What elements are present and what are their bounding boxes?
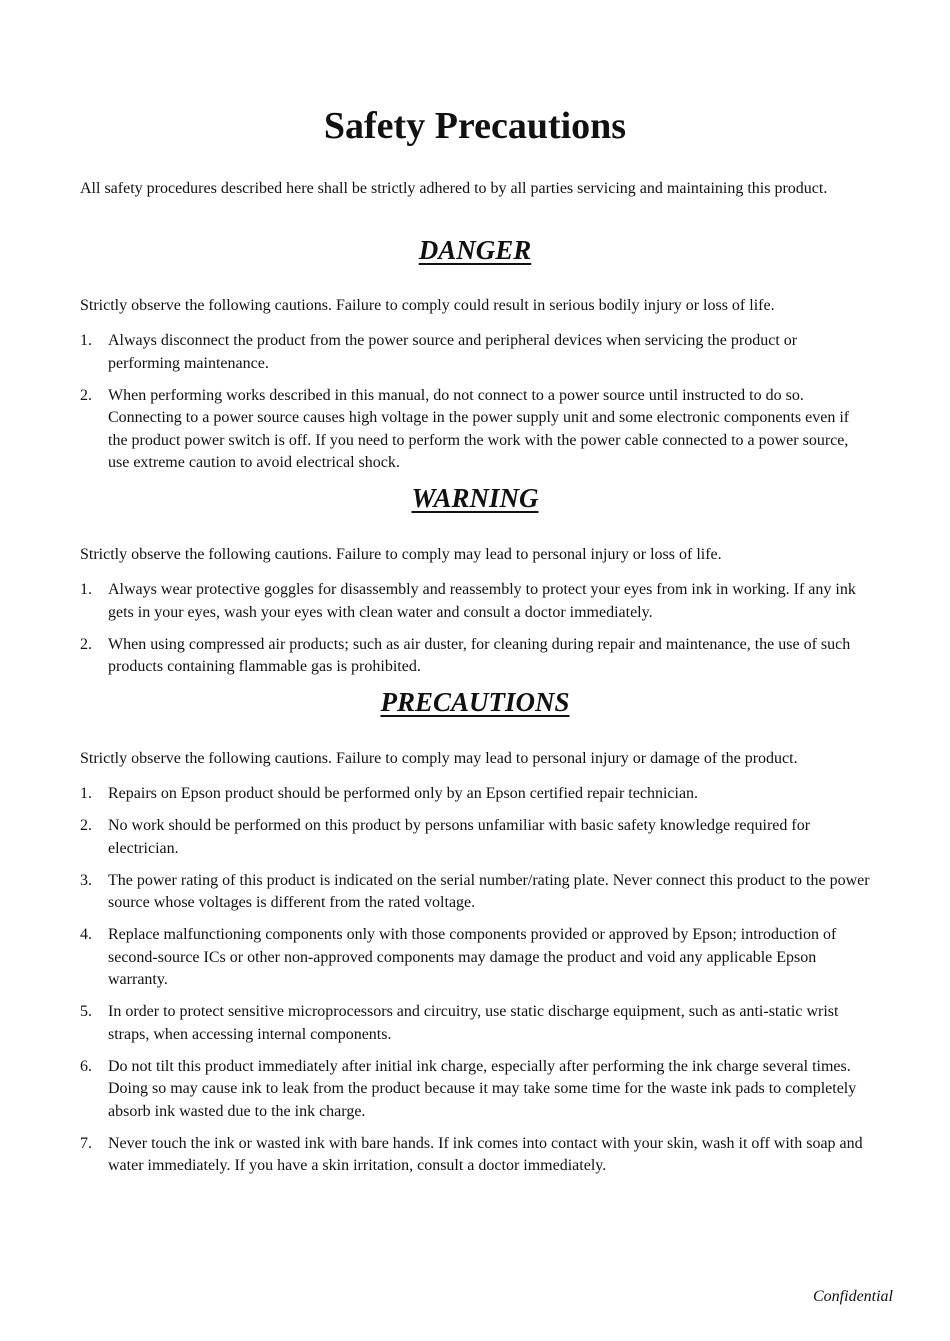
list-item [80, 330, 870, 375]
item-number: 6. [80, 1057, 92, 1075]
item-text: The power rating of this product is indicated on the serial number/rating plate. Never connect this product to the power source whose voltages is different from the rated voltage. [108, 871, 870, 911]
danger-lead: Strictly observe the following cautions. Failure to comply could result in serious bodily injury or loss of life. [80, 297, 775, 314]
item-text: Do not tilt this product immediately after initial ink charge, especially after performing the ink charge several times. Doing so may cause ink to leak from the product because it may take some time for the waste ink pads to completely absorb ink wasted due to the ink charge. [108, 1057, 857, 1120]
item-text: When performing works described in this manual, do not connect to a power source until instructed to do so. Connecting to a power source causes high voltage in the power supply unit and some electronic components even if the product power switch is off. If you need to perform the work with the power cable connected to a power source, use extreme caution to avoid electrical shock. [108, 386, 850, 471]
item-number: 5. [80, 1003, 92, 1020]
item-text: Always disconnect the product from the power source and peripheral devices when servicing the product or performing maintenance. [108, 332, 798, 372]
item-text: When using compressed air products; such as air duster, for cleaning during repair and maintenance, the use of such products containing flammable gas is prohibited. [108, 635, 851, 675]
list-item [80, 924, 870, 992]
item-number: 7. [80, 1134, 92, 1152]
intro-paragraph: All safety procedures described here shall be strictly adhered to by all parties servicing and maintaining this product. [80, 180, 828, 197]
item-number: 1. [80, 785, 92, 802]
list-item [80, 870, 870, 915]
danger-heading: DANGER [418, 235, 532, 265]
precautions-lead: Strictly observe the following cautions. Failure to comply may lead to personal injury or damage of the product. [80, 750, 798, 767]
item-number: 1. [80, 581, 92, 598]
warning-list [80, 579, 870, 688]
item-text: Always wear protective goggles for disassembly and reassembly to protect your eyes from ink in working. If any ink gets in your eyes, wash your eyes with clean water and consult a doctor immediately. [108, 581, 856, 621]
item-number: 2. [80, 817, 92, 834]
item-number: 4. [80, 926, 92, 943]
item-text: Replace malfunctioning components only with those components provided or approved by Epson; introduction of second-source ICs or other non-approved components may damage the product and void any applicable Epson warranty. [108, 926, 837, 988]
item-number: 3. [80, 871, 92, 889]
danger-list [80, 330, 870, 484]
item-text: No work should be performed on this product by persons unfamiliar with basic safety knowledge required for electrician. [108, 817, 811, 857]
item-text: In order to protect sensitive microprocessors and circuitry, use static discharge equipment, such as anti-static wrist straps, when accessing internal components. [108, 1003, 839, 1043]
list-item [80, 385, 870, 475]
item-text: Repairs on Epson product should be performed only by an Epson certified repair technician. [108, 785, 699, 802]
list-item [80, 815, 870, 860]
precautions-list [80, 783, 870, 1187]
warning-lead: Strictly observe the following cautions. Failure to comply may lead to personal injury or loss of life. [80, 546, 722, 563]
item-number: 2. [80, 386, 92, 404]
list-item [80, 1001, 870, 1046]
list-item [80, 1056, 870, 1124]
page-title: Safety Precautions [323, 105, 627, 147]
list-item [80, 579, 870, 624]
item-text: Never touch the ink or wasted ink with bare hands. If ink comes into contact with your skin, wash it off with soap and water immediately. If you have a skin irritation, consult a doctor immediately. [108, 1134, 863, 1174]
list-item [80, 634, 870, 679]
item-number: 2. [80, 635, 92, 653]
confidential-footer: Confidential [813, 1288, 893, 1305]
item-number: 1. [80, 332, 92, 349]
list-item [80, 1133, 870, 1178]
precautions-heading: PRECAUTIONS [380, 687, 570, 717]
list-item [80, 783, 870, 806]
warning-heading: WARNING [411, 483, 539, 513]
